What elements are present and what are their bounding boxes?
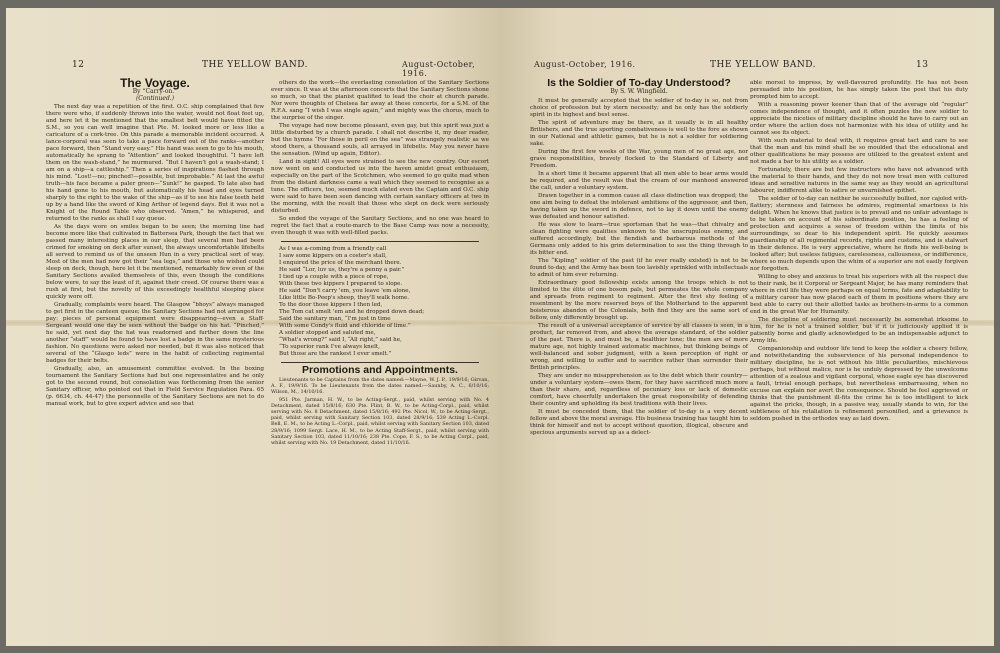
paragraph: It must be conceded them, that the soldier of to-day is a very decent fellow and above the moral average. His business training has taught him to think for himself and not to accept without question, illogical, obscure and specious arguments served up as a delect- (530, 409, 748, 436)
paragraph: It must be generally accepted that the soldier of to-day is so, not from choice of profession but by stern necessity; and he only has the soldierly spirit in its highest and best sense. (530, 98, 748, 118)
poem-line: As I was a-coming from a friendly call (279, 246, 387, 252)
paragraph: He was slow to learn—true sportsman that he was—that chivalry and clean fighting were qualities unknown to the unscrupulous enemy, and suffered accordingly, but the fiendish and barbarous methods of the Germans only added to his grim determination to see the thing through to its bitter end. (530, 222, 748, 256)
article-title-soldier: Is the Soldier of To-day Understood? (547, 77, 731, 89)
poem-line: With some Condy's fluid and chloride of lime.” (279, 323, 411, 329)
poem-line: Like little Bo-Peep's sheep, they'll walk home. (279, 295, 410, 301)
paragraph: So ended the voyage of the Sanitary Sections, and no one was heard to regret the fact that a route-march to the Base Camp was now a necessity, even though it was with well-filled packs. (271, 216, 489, 236)
right-running-header (500, 60, 994, 72)
poem-line: To the door those kippers I then led, (279, 302, 383, 308)
poem-line: A soldier stopped and saluted me, (279, 330, 376, 336)
paragraph: As the days wore on smiles began to be seen; the morning line had become more like that cultivated in Battersea Park, though the fact that we passed many interesting places in our sleep, that several men had been crimed for smoking on deck after sunset, the always uncomfortable lifebelts all served to remind us of the unseen Hun in a very practical sort of way. Most of the men had now got their “sea legs,” and those who wished could sleep on deck, though, here let it be mentioned, remarkably few even of the Sanitary Sections availed themselves of this, even though the conditions below were, to say the least of it, against their creed. Of course there was a rush at first, but the novelty of this exceedingly healthful sleeping place quickly wore off. (46, 224, 264, 300)
poem-line: He said “Lor, luv us, they're a penny a pair.” (279, 267, 405, 273)
paragraph: In a short time it became apparent that all men able to bear arms would be required, and the result was that the cream of our manhood answered the call, under a voluntary system. (530, 171, 748, 191)
poem-line: “To superior rank I've always knelt, (279, 344, 380, 350)
kipper-poem (271, 246, 489, 358)
continued-note: (Continued.) (135, 95, 175, 102)
right-page (500, 8, 994, 646)
paragraph: Land in sight! All eyes were strained to see the new country. Our escort now went on and conducted us into the haven amidst great enthusiasm, especially on the part of the Scotchmen, who seemed to go quite mad when from the distant darkness came a wail which they seemed to recognise as a tune. The officers, too, seemed much elated even the Captain and O.C. ship were said to have been seen dancing with certain sanitary officers at two in the morning, with the result that those who slept on deck were seriously disturbed. (271, 159, 489, 214)
promotions-heading: Promotions and Appointments. (302, 364, 458, 376)
poem-line: He said “Don't carry 'em, you leave 'em alone, (279, 288, 411, 294)
paragraph: The “Kipling” soldier of the past (if he ever really existed) is not to be found to-day, and the Army has been too lavishly sprinkled with intellectuals to admit of him ever returning. (530, 258, 748, 278)
left-header-title: THE YELLOW BAND. (202, 60, 308, 70)
paragraph: During the first few weeks of the War, young men of no great age, nor grave responsibilities, bravely flocked to the Standard of Liberty and Freedom. (530, 149, 748, 169)
paragraph: able morsel to impress, by well-flavoured profundity. He has not been persuaded into his position, he has simply taken the post that his duty prompted him to accept. (750, 80, 968, 100)
paragraph: Gradually, also, an amusement committee evolved. In the boxing tournament the Sanitary Sections had but one representative and he only got to the second round, but consolation was forthcoming from the senior Sanitary officer, who pointed out that in Field Service Regulation Para. 65 (p. 6634, ch. 44-47) the personnelle of the Sanitary Sections are not to do manual work, but to give expert advice and see that (46, 366, 264, 407)
article-byline: By “Carry-on.” (132, 88, 178, 95)
left-page (6, 8, 500, 646)
paragraph: The next day was a repetition of the first. O.C. ship complained that few there were who, if suddenly thrown into the water, would not float feet up, and here let it be mentioned that the smallest belt would have fitted the S.M., so you can well imagine that Pte. M. looked more or less like a caricature of a cork-tree. On this parade a memorable incident occurred. A lance-corporal was seen to take a pace forward out of the ranks—another pace forward, then “Stand very easy.” His hand was seen to go to his mouth, automatically he sprang to “Attention” and looked thoughtful. “I have left them on the wash-stand,” he murmured. “But I haven’t got a wash-stand; I am on a ship—a cattleship.” Then a series of inspirations flashed through his mind. “Lost!—no; pinched!—possible, but improbable.” At last the awful truth—his face became a paler green—“Sunk!” he gasped. To late also had his hand gone to his mouth, but automatically his head and eyes turned sharply to the right to the wake of the ship—as if to see his false teeth held up by a hand like the sword of King Arthur of legend days. But it was not a Knight of the Round Table who observed. “Amen,” he whispered, and returned to the ranks as shall I say queue. (46, 104, 264, 222)
poem-line: The Tom cat smelt 'em and he dropped down dead; (279, 309, 425, 315)
poem-line: But those are the rankest I ever smelt.” (279, 351, 392, 357)
right-page-number: 13 (916, 60, 929, 70)
left-running-header (6, 60, 500, 78)
poem-line: I saw some kippers on a coster's stall, (279, 253, 387, 259)
paragraph: Extraordinary good fellowship exists among the troops which is not limited to the élite of one bosom pals, but permeates the whole company and spreads from regiment to regiment. After the first shy feeling of resentment by the more reserved boys of the Motherland to the apparent boisterous abandon of the Colonials, both find they are the same sort of fellow, only differently brought up. (530, 280, 748, 321)
promotions-list (271, 377, 489, 446)
paragraph: Drawn together in a common cause all class distinction was dropped; the one aim being to defeat the intolerant ambitions of the aggressor, and then, having taken up the sword in defence, not to lay it down until the enemy was defeated and honour satisfied. (530, 193, 748, 220)
right-header-title: THE YELLOW BAND. (710, 60, 816, 70)
paragraph: With such material to deal with, it requires great tact and care to see that the man and his mind shall be so moulded that the educational and other qualifications he may possess are utilized to the greatest extent and not made a bar to his utility as a soldier. (750, 138, 968, 165)
paragraph: The soldier of to-day can neither be successfully bullied, nor cajoled with-flattery; sternness and fairness he admires, regimental smartness is his delight. When he knows that justice is to prevail and no unfair advantage is to be taken on account of his subordinate position, he has a feeling of protection and acquires a sense of freedom within the limits of his surroundings, so dear to his independent spirit. He quickly assumes guardianship of all regimental records, rights and customs, and is stalwart in their defence. He is very appreciative, where he finds his well-being is looked after; but useless fatigues, carelessness, callousness, or indifference, where so much depends upon the whim of a superior are not easily forgiven nor forgotten. (750, 196, 968, 272)
paragraph: Lieutenants to be Captains from the dates named:—Mayne, W. J. P., 19/9/16; Girvan, A. F., 19/9/16. To be Lieutenants from the dates named:—Saunby, A. C., 6/10/16; Wilson, M., 14/10/16. (271, 377, 489, 396)
paragraph: Gradually, complaints were heard. The Glasgow “bhoys” always managed to get first in the canteen queue; the Sanitary Sections had not arranged for pay: pieces of personal equipment were disappearing—even a Staff-Sergeant would one day be seen without the badge on his hat. “Pinched,” he said, yet next day the hat was readorned and further down the line another “staff” would be found to have lost a badge in the same mysterious fashion. No questions were asked nor needed, but it was also noticed that several of the “Glasgo leds” were in the habit of collecting regimental badges for their belts. (46, 302, 264, 364)
left-column-1 (46, 76, 264, 409)
paragraph: With a reasoning power keener than that of the average old “regular” comes independence of thought, and it often puzzles the new soldier to appreciate the niceties of military discipline should he have to carry out an order where the action does not harmonize with his idea of utility and he cannot see its object. (750, 102, 968, 136)
paragraph: Willing to obey and anxious to treat his superiors with all the respect due to their rank, be it Corporal or Sergeant Major, he has many reminders that where in civil life they were perhaps on equal terms, fate and adaptability to a military career has now placed each of them in positions where they are best able to carry out their allotted tasks as brothers-in-arms to a common end in the great War for Humanity. (750, 274, 968, 315)
poem-line: I tied up a couple with a piece of rope, (279, 274, 389, 280)
article-title-voyage: The Voyage. (120, 76, 190, 90)
right-header-date: August-October, 1916. (534, 60, 636, 69)
paragraph: 951 Pte. Jarman, H. W., to be Acting-Sergt., paid, whilst serving with No. 4 Detachment, dated 15/8/16; 630 Pte. Flint, B. W., to be Acting-Corpl., paid, whilst serving with No. 8 Detachment, dated 15/8/16; 492 Pte. Nicol, W., to be Acting-Sergt., paid, whilst serving with Sanitary Section 103, dated 28/9/16; 539 Acting L.-Corpl. Bell, E. M., to be Acting L.-Corpl., paid, whilst serving with Sanitary Section 103, dated 28/9/16; 1099 Sergt. Lace, H. M., to be Acting Staff-Sergt., paid, whilst serving with Sanitary Section 103, dated 11/10/16; 238 Pte. Cope, F. S., to be Acting Corpl., paid, whilst serving with No. 19 Detachment, dated 11/10/16. (271, 396, 489, 447)
paragraph: The discipline of soldiering must necessarily be somewhat irksome to him, for he is not a trained soldier, but if it is judiciously applied it is patiently borne and gladly acknowledged to be an indispensable adjunct to Army life. (750, 317, 968, 344)
paragraph: The spirit of adventure may be there, as it usually is in all healthy Britishers, and the true sporting combativeness is well to the fore as shown in our National and athletic games, but he is not a soldier for soldiering sake. (530, 120, 748, 147)
left-header-date: August-October, 1916. (402, 60, 476, 78)
paragraph: others do the work—the everlasting consolation of the Sanitary Sections ever since. It was at the afternoon concerts that the Sanitary Sections shone so much, so that the pianist qualified to lead the choir at church parade. Nor were thoughts of Chelsea far away at these concerts, for a S.M. of the R.F.A. sang “I wish I was single again,” and mighty was the chorus, much to the surprise of the singer. (271, 80, 489, 121)
right-column-2 (750, 80, 968, 424)
left-page-number: 12 (72, 60, 85, 70)
article-byline: By S. W. Wingfield. (610, 88, 668, 95)
magazine-spread (6, 8, 994, 646)
paragraph: Fortunately, there are but few instructors who have not advanced with the material to their hands, and they do not now treat men with cultured ideas and sensitive natures in the same way as they would an agricultural labourer, indifferent alike to satire or unvarnished epithet. (750, 167, 968, 194)
paragraph: Companionship and outdoor life tend to keep the soldier a cheery fellow, and notwithstanding the subservience of his personal independence to military discipline, he is not without his little peculiarities, mischievous perhaps, but without malice, nor is he unduly depressed by the unwelcome attention of a zealous and vigilant corporal, whose eagle eye has discovered a fault, trivial enough perhaps, but nevertheless embarrassing, when no excuse can explain nor avert the consequence. Should he feel aggrieved or thinks that the punishment ill-fits the crime he is too intelligent to kick against the pricks, though, in a passive way, usually stands to win, for the subtleness of his retaliation is refinement personified, and a grievance is seldom pushed in the orthodox way as laid down. (750, 346, 968, 422)
section-divider (281, 241, 479, 242)
poem-line: With these two kippers I prepared to slope. (279, 281, 403, 287)
right-column-1 (530, 77, 748, 438)
poem-line: I enquired the price of the merchant there. (279, 260, 402, 266)
paragraph: The result of a universal acceptance of service by all classes is seen, in a product, far removed from, and above the average standard, of the soldier of the past. There is, and must be, a healthier tone; the men are of more mature age, not highly trained automatic machines, but thinking beings of well-balanced and sober judgment, with a keen perception of right or wrong, and willing to suffer and to sacrifice rather than surrender their British principles. (530, 323, 748, 371)
section-divider (281, 362, 479, 363)
poem-line: Said the sanitary man, “I'm just in time (279, 316, 391, 322)
poem-line: “What's wrong?” said I, “All right,” said he, (279, 337, 402, 343)
left-column-2 (271, 80, 489, 447)
paragraph: The voyage had now become pleasant, even gay, but this spirit was just a little disturbed by a church parade. I shall not describe it, my dear reader, but the hymns “For those in peril on the sea” was strangely realistic as we stood there, a thousand souls, all arrayed in lifebelts. May you never have the sensation. (Wind up again, Editor). (271, 123, 489, 157)
paragraph: They are under no misapprehension as to the debt which their country—under a voluntary system—owes them, for they have sacrificed much more than their share, and, regardless of pecuniary loss or lack of domestic comfort, have cheerfully undertaken the great responsibility of defending their country and upholding its best traditions with their lives. (530, 373, 748, 407)
